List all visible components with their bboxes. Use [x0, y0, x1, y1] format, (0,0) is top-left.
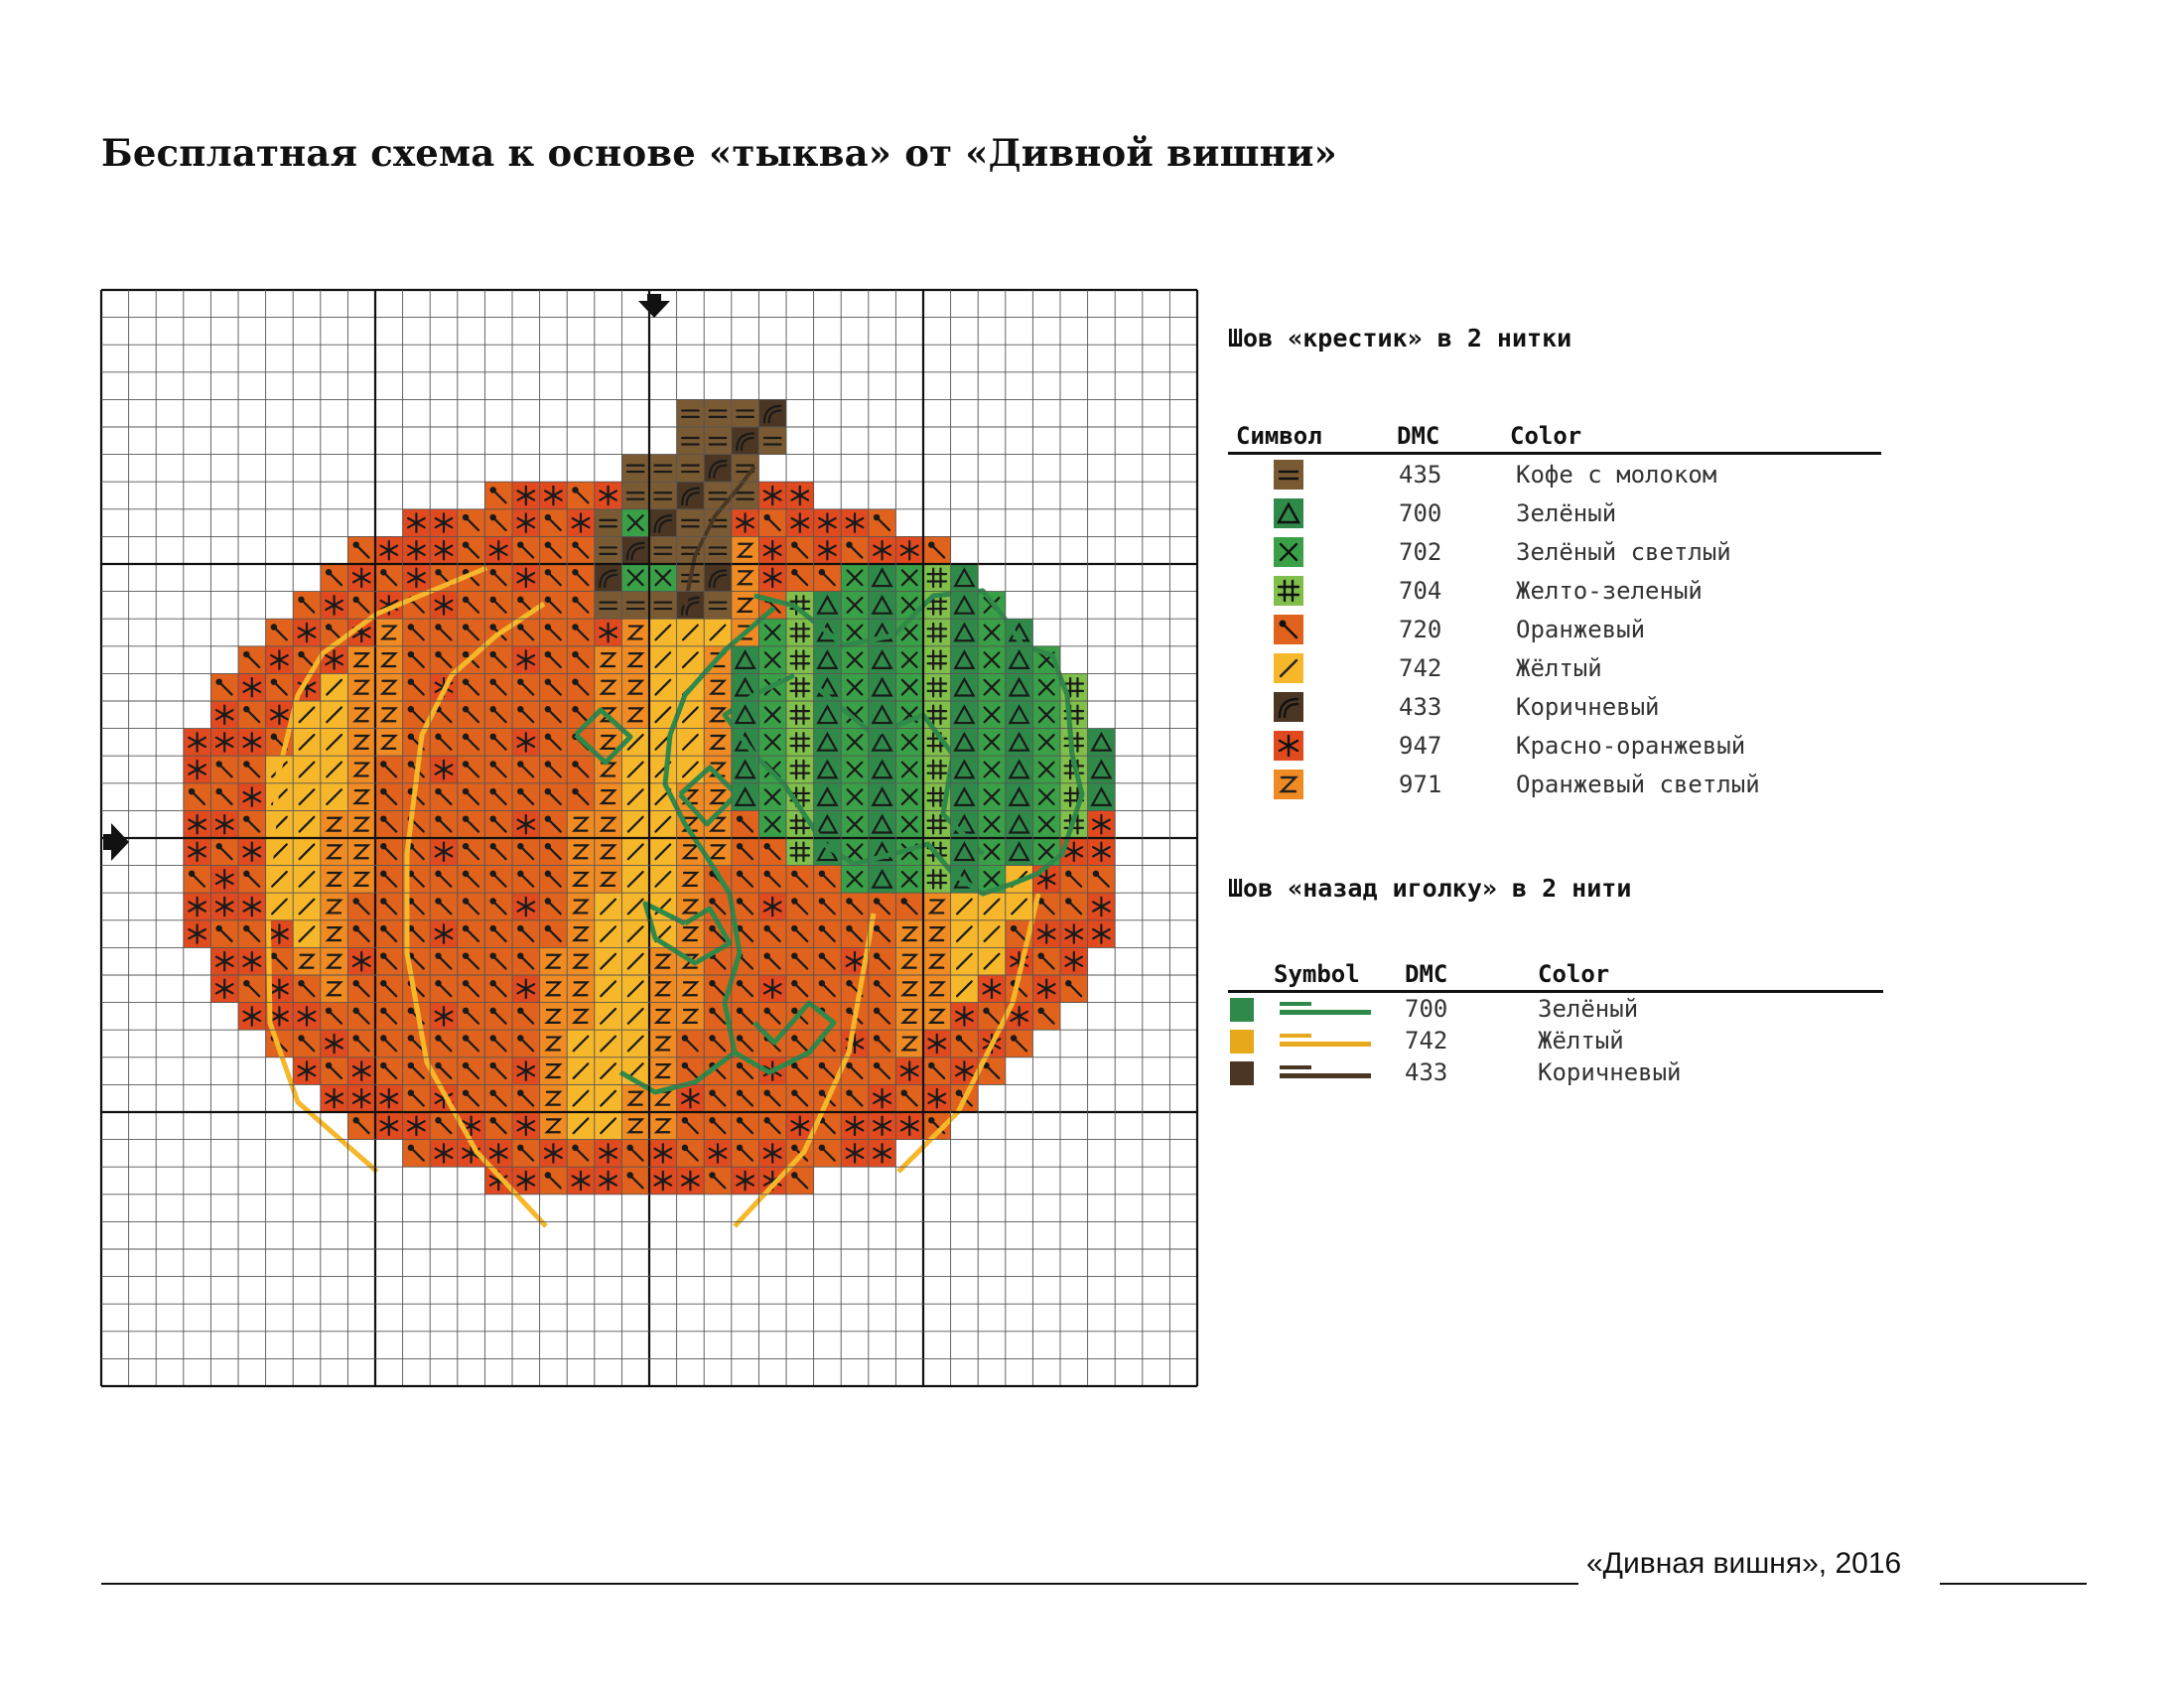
footer-credit: «Дивная вишня», 2016 — [1586, 1547, 1902, 1580]
stitch-symbol-icon — [1274, 537, 1303, 567]
stitch-cell — [923, 564, 951, 592]
color-name: Зелёный — [1516, 498, 1617, 527]
backstitch-row — [1228, 1056, 1883, 1088]
color-name: Желто-зеленый — [1516, 576, 1703, 605]
stitch-symbol-icon — [1274, 498, 1303, 528]
color-square-swatch — [1230, 1030, 1254, 1054]
cross-stitch-legend — [1228, 324, 1881, 803]
color-name: Кофе с молоком — [1516, 460, 1717, 489]
column-symbol: Символ — [1228, 422, 1389, 454]
color-name: Зелёный светлый — [1516, 537, 1731, 566]
cross-stitch-row — [1228, 610, 1881, 648]
stitch-cell — [677, 509, 705, 537]
cross-stitch-row — [1228, 493, 1881, 532]
color-square — [1228, 1056, 1272, 1088]
center-arrow-top-icon — [638, 294, 670, 318]
symbol-swatch — [1228, 687, 1389, 726]
stitch-cell — [649, 455, 677, 483]
stitch-cell — [758, 427, 786, 455]
stitch-cell — [704, 427, 732, 455]
center-arrow-left-icon — [103, 823, 129, 861]
cross-stitch-row — [1228, 687, 1881, 726]
color-name: Жёлтый — [1516, 653, 1602, 682]
color-name: Оранжевый светлый — [1516, 770, 1760, 798]
stitch-cell — [923, 619, 951, 646]
footer-rule-left — [101, 1583, 1578, 1585]
stitch-cell — [786, 756, 814, 783]
cross-stitch-row — [1228, 726, 1881, 765]
color-square-swatch — [1230, 998, 1254, 1022]
stitch-symbol-icon — [1274, 615, 1303, 644]
stitch-cell — [595, 592, 622, 620]
color-name: Оранжевый — [1516, 615, 1646, 643]
stitch-cell — [677, 427, 705, 455]
stitch-cell — [677, 455, 705, 483]
stitch-symbol-icon — [1274, 770, 1303, 799]
line-sample — [1272, 1025, 1397, 1056]
stitch-cell — [649, 592, 677, 620]
stitch-cell — [1060, 701, 1088, 729]
dmc-number: 702 — [1399, 537, 1442, 566]
dmc-number: 742 — [1405, 1027, 1448, 1055]
dmc-number: 720 — [1399, 615, 1442, 643]
stitch-cell — [704, 482, 732, 509]
backstitch-table — [1228, 960, 1883, 1088]
stitch-cell — [595, 509, 622, 537]
stitch-symbol-icon — [1274, 653, 1303, 683]
dmc-number: 971 — [1399, 770, 1442, 798]
stitch-symbol-icon — [1274, 731, 1303, 761]
symbol-swatch — [1228, 493, 1389, 532]
stitch-cell — [704, 536, 732, 564]
stitch-cell — [649, 482, 677, 509]
dmc-number: 704 — [1399, 576, 1442, 605]
stitch-cell — [595, 536, 622, 564]
symbol-swatch — [1228, 726, 1389, 765]
stitch-cell — [677, 399, 705, 427]
stitch-cell — [704, 399, 732, 427]
symbol-swatch — [1228, 454, 1389, 494]
stitch-cell — [621, 592, 649, 620]
chart-grid — [101, 290, 1197, 1386]
color-name: Коричневый — [1538, 1058, 1682, 1086]
line-sample — [1272, 992, 1397, 1026]
backstitch-line-icon — [1280, 998, 1371, 1022]
stitch-cell — [786, 619, 814, 646]
stitch-cell — [786, 701, 814, 729]
symbol-swatch — [1228, 532, 1389, 571]
stitch-symbol-icon — [1274, 692, 1303, 722]
color-name: Коричневый — [1516, 692, 1660, 721]
dmc-number: 433 — [1399, 692, 1442, 721]
footer-rule-right — [1940, 1583, 2087, 1585]
dmc-number: 742 — [1399, 653, 1442, 682]
line-sample — [1272, 1056, 1397, 1088]
cross-stitch-table — [1228, 422, 1881, 803]
cross-stitch-row — [1228, 648, 1881, 687]
stitch-cell — [786, 646, 814, 674]
stitch-cell — [923, 673, 951, 701]
color-square-swatch — [1230, 1061, 1254, 1085]
backstitch-line-icon — [1280, 1061, 1371, 1085]
column-color: Color — [1502, 422, 1881, 454]
color-name: Красно-оранжевый — [1516, 731, 1746, 760]
cross-stitch-row — [1228, 571, 1881, 610]
stitch-cell — [704, 592, 732, 620]
cross-stitch-heading: Шов «крестик» в 2 нитки — [1228, 324, 1572, 352]
dmc-number: 435 — [1399, 460, 1442, 489]
stitch-symbol-icon — [1274, 576, 1303, 606]
color-square — [1228, 1025, 1272, 1056]
symbol-swatch — [1228, 648, 1389, 687]
stitch-cell — [649, 536, 677, 564]
backstitch-legend — [1228, 874, 1883, 1088]
column-dmc: DMC — [1397, 960, 1518, 992]
symbol-swatch — [1228, 765, 1389, 803]
stitch-cell — [923, 646, 951, 674]
backstitch-row — [1228, 992, 1883, 1026]
stitch-cell — [621, 455, 649, 483]
color-name: Жёлтый — [1538, 1027, 1624, 1055]
color-name: Зелёный — [1538, 995, 1639, 1023]
cross-stitch-row — [1228, 765, 1881, 803]
backstitch-line-icon — [1280, 1030, 1371, 1054]
symbol-swatch — [1228, 610, 1389, 648]
dmc-number: 700 — [1399, 498, 1442, 527]
cross-stitch-row — [1228, 532, 1881, 571]
page-title: Бесплатная схема к основе «тыква» от «Дивной вишни» — [101, 131, 1337, 175]
dmc-number: 947 — [1399, 731, 1442, 760]
column-dmc: DMC — [1389, 422, 1502, 454]
dmc-number: 433 — [1405, 1058, 1448, 1086]
color-square — [1228, 992, 1272, 1026]
stitch-cell — [786, 729, 814, 757]
stitch-cell — [732, 482, 759, 509]
stitch-cell — [621, 482, 649, 509]
backstitch-row — [1228, 1025, 1883, 1056]
stitch-cell — [786, 838, 814, 866]
stitch-symbol-icon — [1274, 460, 1303, 490]
dmc-number: 700 — [1405, 995, 1448, 1023]
symbol-swatch — [1228, 571, 1389, 610]
cross-stitch-row — [1228, 454, 1881, 494]
stitch-cell — [732, 399, 759, 427]
column-color: Color — [1518, 960, 1883, 992]
backstitch-heading: Шов «назад иголку» в 2 нити — [1228, 874, 1632, 903]
column-symbol: Symbol — [1228, 960, 1397, 992]
